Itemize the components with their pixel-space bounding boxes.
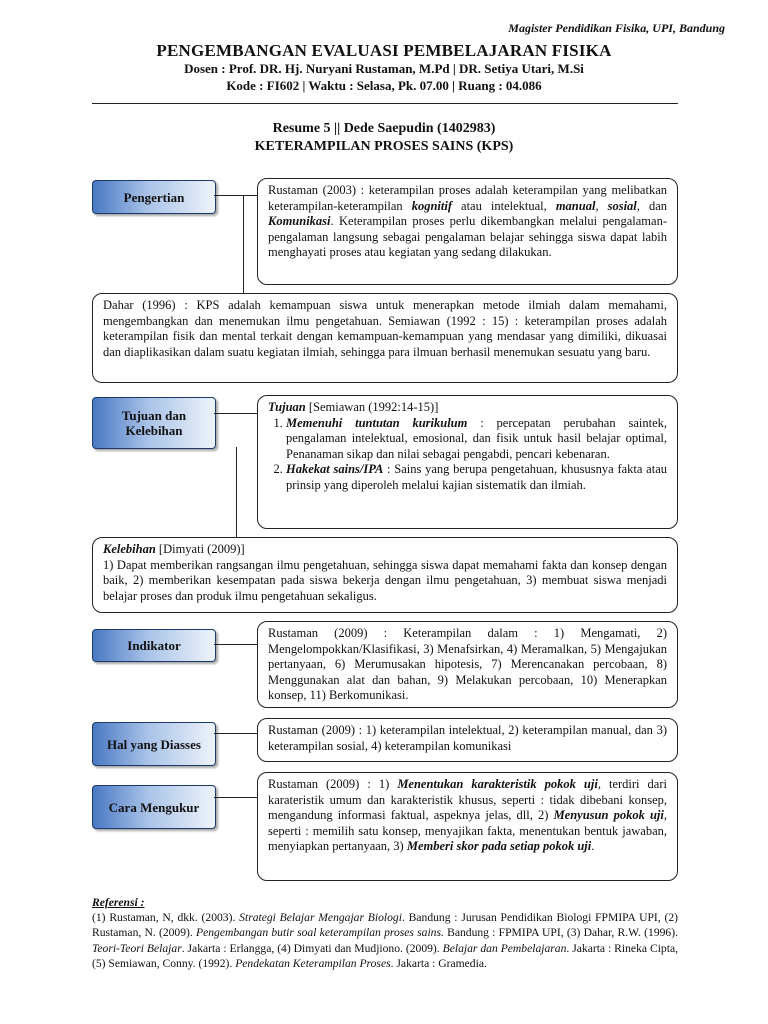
references-text: [92, 910, 678, 971]
list-item: [286, 416, 667, 463]
kelebihan-heading: Kelebihan: [103, 542, 156, 556]
item-title: Hakekat sains/IPA: [286, 462, 384, 477]
pengertian-dahar-box: Dahar (1996) : KPS adalah kemampuan siswa untuk menerapkan metode ilmiah dalam memahami, mengembangkan dan menemukan ilmu pengetahuan. Semiawan (1992 : 15) : keterampilan proses adalah keterampilan fisik dan mental terkait dengan kemampuan-kemampuan yang mendasar yang dimiliki, dikuasai dan diaplikasikan dalam suatu kegiatan ilmiah, sehingga para ilmuan berhasil menemukan sesuatu yang baru.: [92, 293, 678, 383]
resume-author: Resume 5 || Dede Saepudin (1402983): [272, 121, 496, 136]
item-title: Memenuhi tuntutan kurikulum: [286, 415, 468, 430]
book-title: Teori-Teori Belajar: [92, 941, 182, 955]
book-title: Strategi Belajar Mengajar Biologi: [239, 911, 402, 925]
connector: [214, 733, 258, 734]
term-komunikasi: Komunikasi: [268, 214, 331, 229]
connector: [214, 797, 258, 798]
tujuan-source: [Semiawan (1992:14-15)]: [305, 400, 439, 414]
kelebihan-source: [Dimyati (2009)]: [155, 542, 245, 556]
step-2: Menyusun pokok uji: [553, 808, 664, 823]
text: . Jakarta : Erlangga, (4) Dimyati dan Mudjiono. (2009).: [181, 941, 443, 955]
indikator-box: Rustaman (2009) : Keterampilan dalam : 1) Mengamati, 2) Mengelompokkan/Klasifikasi, 3) Menafsirkan, 4) Meramalkan, 5) Mengajukan pertanyaan, 6) Merumusakan hipotesis, 7) Merencanakan percobaan, 8) Menggunakan alat dan bahan, 9) Melakukan percobaan, 10) Menerapkan konsep, 11) Berkomunikasi.: [257, 621, 678, 708]
text: . Jakarta : Rineka Cipta, (5) Semiawan, Conny. (1992).: [92, 941, 678, 970]
schedule: Kode : FI602 | Waktu : Selasa, Pk. 07.00 | Ruang : 04.086: [226, 78, 542, 93]
text: (1) Rustaman, N, dkk. (2003).: [92, 911, 240, 925]
references-title: Referensi :: [92, 896, 145, 909]
label-pengertian: Pengertian: [92, 180, 216, 214]
text: Bandung : FPMIPA UPI, (3) Dahar, R.W. (1996).: [443, 926, 678, 940]
label-cara-mengukur: Cara Mengukur: [92, 785, 216, 829]
pengertian-definition-box: [257, 178, 678, 285]
book-title: Belajar dan Pembelajaran: [442, 941, 567, 955]
label-hal-yang-diasses: Hal yang Diasses: [92, 722, 216, 766]
text: . Bandung : Jurusan Pendidikan Biologi FPMIPA UPI, (2) Rustaman, N. (2009).: [92, 911, 678, 940]
connector: [243, 195, 244, 293]
institution-header: Magister Pendidikan Fisika, UPI, Bandung: [508, 21, 725, 35]
text: , terdiri dari karateristik umum dan karakteristik khusus, seperti : tidak dibebani konsep, mengandung informasi faktual, aspeknya jelas, dll, 2): [268, 777, 667, 823]
label-tujuan-kelebihan: Tujuan dan Kelebihan: [92, 397, 216, 449]
text: . Keterampilan proses perlu dikembangkan melalui pengalaman-pengalaman langsung sebagai pengalaman belajar sehingga siswa dapat labih menghayati proses atau kegiatan yang sedang dilakukan.: [268, 214, 667, 260]
text: , dan: [636, 198, 668, 213]
hal-box: Rustaman (2009) : 1) keterampilan intelektual, 2) keterampilan manual, dan 3) keterampilan sosial, 4) keterampilan komunikasi: [257, 718, 678, 762]
text: . Jakarta : Gramedia.: [390, 956, 487, 970]
item-text: : Sains yang berupa pengetahuan, khususnya fakta atau prinsip yang diperoleh melalui kajian sistematik dan ilmiah.: [286, 462, 667, 492]
text: , seperti : memilih satu konsep, menyajikan fakta, menentukan bentuk jawaban, menyiapkan pertanyaan, 3): [268, 808, 667, 854]
cara-box: [257, 772, 678, 881]
tujuan-box: [257, 395, 678, 529]
book-title: Pengembangan butir soal keterampilan proses sains.: [196, 926, 444, 940]
text: atau intelektual,: [452, 198, 556, 213]
text: Rustaman (2003) : keterampilan proses adalah keterampilan yang melibatkan keterampilan-keterampilan: [268, 183, 667, 213]
connector: [214, 644, 258, 645]
book-title: Pendekatan Keterampilan Proses: [235, 956, 391, 970]
connector: [236, 447, 237, 537]
connector: [214, 413, 258, 414]
label-indikator: Indikator: [92, 629, 216, 662]
term-sosial: sosial: [607, 198, 637, 213]
lecturers: Dosen : Prof. DR. Hj. Nuryani Rustaman, M.Pd | DR. Setiya Utari, M.Si: [184, 61, 584, 76]
kelebihan-text: 1) Dapat memberikan rangsangan ilmu pengetahuan, sehingga siswa dapat memahami fakta dan konsep dengan baik, 2) memberikan kesempatan pada siswa bekerja dengan ilmu pengetahuan, 3) membuat siswa menjadi belajar proses dan produk ilmu pengetahuan sekaligus.: [103, 557, 667, 603]
tujuan-heading: Tujuan: [268, 400, 306, 414]
references: [92, 895, 678, 971]
header-divider: [92, 103, 678, 104]
text: Rustaman (2009) : 1): [268, 777, 398, 791]
step-3: Memberi skor pada setiap pokok uji: [406, 839, 592, 854]
text: ,: [595, 198, 608, 213]
text: .: [591, 839, 595, 854]
term-kognitif: kognitif: [411, 198, 452, 213]
item-text: : percepatan perubahan saintek, pengalaman intelektual, emosional, dan fisik untuk hasil belajar optimal, Penanaman sikap dan nilai sebagai pengabdi, pencari kebenaran.: [286, 415, 667, 461]
step-1: Menentukan karakteristik pokok uji: [397, 777, 598, 791]
term-manual: manual: [555, 198, 596, 213]
resume-topic: KETERAMPILAN PROSES SAINS (KPS): [254, 139, 514, 154]
list-item: [286, 462, 667, 493]
kelebihan-box: [92, 537, 678, 613]
connector: [214, 195, 258, 196]
course-title: PENGEMBANGAN EVALUASI PEMBELAJARAN FISIKA: [156, 41, 612, 60]
